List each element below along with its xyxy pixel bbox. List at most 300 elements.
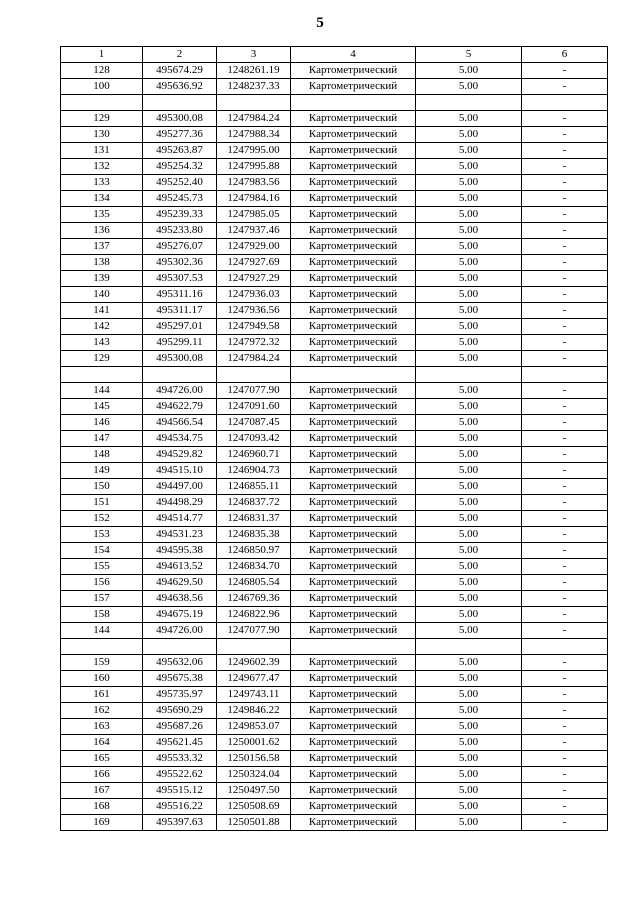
note-cell: -: [522, 415, 608, 431]
note-cell: -: [522, 159, 608, 175]
method-cell: Картометрический: [291, 207, 416, 223]
note-cell: -: [522, 127, 608, 143]
point-number-cell: 148: [61, 447, 143, 463]
note-cell: -: [522, 591, 608, 607]
point-number-cell: 155: [61, 559, 143, 575]
table-row: [61, 191, 608, 207]
method-cell: Картометрический: [291, 287, 416, 303]
method-cell: Картометрический: [291, 175, 416, 191]
method-cell: Картометрический: [291, 623, 416, 639]
table-row: [61, 655, 608, 671]
method-cell: Картометрический: [291, 671, 416, 687]
table-row: [61, 607, 608, 623]
accuracy-cell: 5.00: [416, 447, 522, 463]
y-coordinate-cell: 1247984.16: [217, 191, 291, 207]
accuracy-cell: 5.00: [416, 399, 522, 415]
accuracy-cell: 5.00: [416, 319, 522, 335]
method-cell: Картометрический: [291, 319, 416, 335]
accuracy-cell: 5.00: [416, 703, 522, 719]
point-number-cell: 139: [61, 271, 143, 287]
point-number-cell: 161: [61, 687, 143, 703]
y-coordinate-cell: 1249602.39: [217, 655, 291, 671]
y-coordinate-cell: [217, 367, 291, 383]
x-coordinate-cell: 494613.52: [143, 559, 217, 575]
accuracy-cell: 5.00: [416, 191, 522, 207]
accuracy-cell: 5.00: [416, 351, 522, 367]
x-coordinate-cell: 495239.33: [143, 207, 217, 223]
x-coordinate-cell: 494638.56: [143, 591, 217, 607]
y-coordinate-cell: 1247995.00: [217, 143, 291, 159]
table-row: [61, 623, 608, 639]
table-row: [61, 559, 608, 575]
method-cell: Картометрический: [291, 543, 416, 559]
table-row: [61, 415, 608, 431]
point-number-cell: 152: [61, 511, 143, 527]
note-cell: -: [522, 783, 608, 799]
separator-row: [61, 95, 608, 111]
accuracy-cell: 5.00: [416, 607, 522, 623]
accuracy-cell: 5.00: [416, 719, 522, 735]
point-number-cell: 146: [61, 415, 143, 431]
method-cell: [291, 367, 416, 383]
accuracy-cell: 5.00: [416, 495, 522, 511]
note-cell: -: [522, 735, 608, 751]
accuracy-cell: 5.00: [416, 303, 522, 319]
table-row: [61, 543, 608, 559]
x-coordinate-cell: 494726.00: [143, 383, 217, 399]
accuracy-cell: 5.00: [416, 335, 522, 351]
point-number-cell: 167: [61, 783, 143, 799]
y-coordinate-cell: 1248237.33: [217, 79, 291, 95]
y-coordinate-cell: 1249846.22: [217, 703, 291, 719]
accuracy-cell: 5.00: [416, 815, 522, 831]
table-row: [61, 271, 608, 287]
y-coordinate-cell: 1247077.90: [217, 383, 291, 399]
y-coordinate-cell: [217, 95, 291, 111]
accuracy-cell: 5.00: [416, 463, 522, 479]
y-coordinate-cell: 1246837.72: [217, 495, 291, 511]
y-coordinate-cell: 1246850.97: [217, 543, 291, 559]
point-number-cell: 140: [61, 287, 143, 303]
method-cell: Картометрический: [291, 383, 416, 399]
table-row: [61, 223, 608, 239]
note-cell: -: [522, 559, 608, 575]
table-row: [61, 799, 608, 815]
point-number-cell: 129: [61, 351, 143, 367]
table-row: [61, 207, 608, 223]
method-cell: Картометрический: [291, 815, 416, 831]
point-number-cell: [61, 367, 143, 383]
point-number-cell: 165: [61, 751, 143, 767]
note-cell: -: [522, 751, 608, 767]
point-number-cell: 132: [61, 159, 143, 175]
y-coordinate-cell: 1246805.54: [217, 575, 291, 591]
note-cell: -: [522, 575, 608, 591]
method-cell: Картометрический: [291, 63, 416, 79]
accuracy-cell: 5.00: [416, 799, 522, 815]
note-cell: -: [522, 527, 608, 543]
point-number-cell: 164: [61, 735, 143, 751]
point-number-cell: 168: [61, 799, 143, 815]
point-number-cell: 158: [61, 607, 143, 623]
y-coordinate-cell: 1247949.58: [217, 319, 291, 335]
x-coordinate-cell: 494531.23: [143, 527, 217, 543]
point-number-cell: 136: [61, 223, 143, 239]
method-cell: Картометрический: [291, 751, 416, 767]
table-row: [61, 143, 608, 159]
separator-row: [61, 639, 608, 655]
accuracy-cell: 5.00: [416, 543, 522, 559]
table-row: [61, 447, 608, 463]
x-coordinate-cell: 494534.75: [143, 431, 217, 447]
y-coordinate-cell: 1247984.24: [217, 351, 291, 367]
x-coordinate-cell: 495307.53: [143, 271, 217, 287]
page-number: 5: [316, 15, 324, 31]
note-cell: -: [522, 431, 608, 447]
accuracy-cell: 5.00: [416, 111, 522, 127]
method-cell: Картометрический: [291, 719, 416, 735]
method-cell: Картометрический: [291, 111, 416, 127]
note-cell: -: [522, 543, 608, 559]
x-coordinate-cell: 495516.22: [143, 799, 217, 815]
point-number-cell: 138: [61, 255, 143, 271]
method-cell: Картометрический: [291, 559, 416, 575]
point-number-cell: [61, 95, 143, 111]
x-coordinate-cell: 494498.29: [143, 495, 217, 511]
x-coordinate-cell: 495300.08: [143, 351, 217, 367]
method-cell: Картометрический: [291, 191, 416, 207]
y-coordinate-cell: 1250324.04: [217, 767, 291, 783]
point-number-cell: 150: [61, 479, 143, 495]
x-coordinate-cell: 494515.10: [143, 463, 217, 479]
y-coordinate-cell: 1246831.37: [217, 511, 291, 527]
y-coordinate-cell: 1246769.36: [217, 591, 291, 607]
x-coordinate-cell: [143, 95, 217, 111]
accuracy-cell: 5.00: [416, 751, 522, 767]
method-cell: Картометрический: [291, 351, 416, 367]
x-coordinate-cell: 494595.38: [143, 543, 217, 559]
method-cell: Картометрический: [291, 703, 416, 719]
method-cell: Картометрический: [291, 527, 416, 543]
x-coordinate-cell: 495636.92: [143, 79, 217, 95]
y-coordinate-cell: 1247936.03: [217, 287, 291, 303]
note-cell: -: [522, 191, 608, 207]
y-coordinate-cell: 1247937.46: [217, 223, 291, 239]
accuracy-cell: [416, 639, 522, 655]
x-coordinate-cell: 495522.62: [143, 767, 217, 783]
method-cell: Картометрический: [291, 255, 416, 271]
table-row: [61, 399, 608, 415]
note-cell: -: [522, 271, 608, 287]
x-coordinate-cell: 495515.12: [143, 783, 217, 799]
x-coordinate-cell: 495302.36: [143, 255, 217, 271]
table-row: [61, 431, 608, 447]
table-row: [61, 575, 608, 591]
y-coordinate-cell: 1250497.50: [217, 783, 291, 799]
x-coordinate-cell: 495533.32: [143, 751, 217, 767]
method-cell: Картометрический: [291, 767, 416, 783]
table-row: [61, 175, 608, 191]
x-coordinate-cell: 495254.32: [143, 159, 217, 175]
accuracy-cell: 5.00: [416, 415, 522, 431]
accuracy-cell: 5.00: [416, 575, 522, 591]
point-number-cell: 153: [61, 527, 143, 543]
accuracy-cell: 5.00: [416, 255, 522, 271]
table-row: [61, 703, 608, 719]
y-coordinate-cell: 1248261.19: [217, 63, 291, 79]
accuracy-cell: 5.00: [416, 383, 522, 399]
column-header: 3: [217, 47, 291, 63]
point-number-cell: 128: [61, 63, 143, 79]
y-coordinate-cell: 1247936.56: [217, 303, 291, 319]
point-number-cell: 133: [61, 175, 143, 191]
y-coordinate-cell: 1247984.24: [217, 111, 291, 127]
note-cell: -: [522, 319, 608, 335]
table-row: [61, 159, 608, 175]
accuracy-cell: 5.00: [416, 79, 522, 95]
accuracy-cell: 5.00: [416, 671, 522, 687]
x-coordinate-cell: 495397.63: [143, 815, 217, 831]
table-row: [61, 671, 608, 687]
table-row: [61, 719, 608, 735]
method-cell: Картометрический: [291, 575, 416, 591]
y-coordinate-cell: 1250508.69: [217, 799, 291, 815]
accuracy-cell: 5.00: [416, 623, 522, 639]
method-cell: Картометрический: [291, 127, 416, 143]
point-number-cell: 143: [61, 335, 143, 351]
note-cell: [522, 95, 608, 111]
note-cell: -: [522, 719, 608, 735]
table-row: [61, 751, 608, 767]
table-row: [61, 255, 608, 271]
note-cell: -: [522, 671, 608, 687]
x-coordinate-cell: 495735.97: [143, 687, 217, 703]
point-number-cell: 100: [61, 79, 143, 95]
x-coordinate-cell: 495311.17: [143, 303, 217, 319]
x-coordinate-cell: 495675.38: [143, 671, 217, 687]
x-coordinate-cell: 495690.29: [143, 703, 217, 719]
accuracy-cell: 5.00: [416, 735, 522, 751]
note-cell: -: [522, 175, 608, 191]
note-cell: -: [522, 335, 608, 351]
x-coordinate-cell: 494726.00: [143, 623, 217, 639]
accuracy-cell: 5.00: [416, 271, 522, 287]
x-coordinate-cell: 495311.16: [143, 287, 217, 303]
method-cell: Картометрический: [291, 607, 416, 623]
y-coordinate-cell: 1249677.47: [217, 671, 291, 687]
method-cell: Картометрический: [291, 463, 416, 479]
point-number-cell: 151: [61, 495, 143, 511]
x-coordinate-cell: 495263.87: [143, 143, 217, 159]
note-cell: -: [522, 79, 608, 95]
method-cell: Картометрический: [291, 495, 416, 511]
accuracy-cell: 5.00: [416, 655, 522, 671]
point-number-cell: 156: [61, 575, 143, 591]
y-coordinate-cell: 1247988.34: [217, 127, 291, 143]
note-cell: -: [522, 687, 608, 703]
method-cell: Картометрический: [291, 143, 416, 159]
point-number-cell: 129: [61, 111, 143, 127]
note-cell: -: [522, 447, 608, 463]
column-header: 5: [416, 47, 522, 63]
accuracy-cell: 5.00: [416, 159, 522, 175]
point-number-cell: 141: [61, 303, 143, 319]
note-cell: -: [522, 479, 608, 495]
note-cell: -: [522, 207, 608, 223]
note-cell: -: [522, 287, 608, 303]
note-cell: -: [522, 351, 608, 367]
note-cell: -: [522, 63, 608, 79]
note-cell: -: [522, 815, 608, 831]
column-header: 1: [61, 47, 143, 63]
table-row: [61, 351, 608, 367]
point-number-cell: 162: [61, 703, 143, 719]
method-cell: Картометрический: [291, 591, 416, 607]
accuracy-cell: 5.00: [416, 591, 522, 607]
note-cell: -: [522, 495, 608, 511]
table-row: [61, 63, 608, 79]
y-coordinate-cell: 1247972.32: [217, 335, 291, 351]
point-number-cell: [61, 639, 143, 655]
method-cell: Картометрический: [291, 271, 416, 287]
accuracy-cell: [416, 95, 522, 111]
accuracy-cell: 5.00: [416, 431, 522, 447]
y-coordinate-cell: [217, 639, 291, 655]
x-coordinate-cell: 494566.54: [143, 415, 217, 431]
y-coordinate-cell: 1247093.42: [217, 431, 291, 447]
column-header: 4: [291, 47, 416, 63]
method-cell: Картометрический: [291, 415, 416, 431]
accuracy-cell: 5.00: [416, 63, 522, 79]
point-number-cell: 144: [61, 623, 143, 639]
table-row: [61, 463, 608, 479]
table-row: [61, 767, 608, 783]
x-coordinate-cell: 495233.80: [143, 223, 217, 239]
note-cell: -: [522, 111, 608, 127]
accuracy-cell: 5.00: [416, 511, 522, 527]
y-coordinate-cell: 1246960.71: [217, 447, 291, 463]
note-cell: -: [522, 143, 608, 159]
note-cell: [522, 639, 608, 655]
note-cell: -: [522, 223, 608, 239]
table-row: [61, 511, 608, 527]
note-cell: -: [522, 303, 608, 319]
method-cell: Картометрический: [291, 223, 416, 239]
accuracy-cell: [416, 367, 522, 383]
table-row: [61, 383, 608, 399]
x-coordinate-cell: 495632.06: [143, 655, 217, 671]
note-cell: -: [522, 799, 608, 815]
table-row: [61, 303, 608, 319]
accuracy-cell: 5.00: [416, 479, 522, 495]
y-coordinate-cell: 1250501.88: [217, 815, 291, 831]
x-coordinate-cell: 495300.08: [143, 111, 217, 127]
table-row: [61, 111, 608, 127]
accuracy-cell: 5.00: [416, 767, 522, 783]
y-coordinate-cell: 1247927.69: [217, 255, 291, 271]
method-cell: Картометрический: [291, 159, 416, 175]
method-cell: Картометрический: [291, 399, 416, 415]
x-coordinate-cell: 495252.40: [143, 175, 217, 191]
method-cell: Картометрический: [291, 799, 416, 815]
method-cell: Картометрический: [291, 431, 416, 447]
table-row: [61, 783, 608, 799]
accuracy-cell: 5.00: [416, 287, 522, 303]
point-number-cell: 149: [61, 463, 143, 479]
table-row: [61, 79, 608, 95]
table-row: [61, 591, 608, 607]
x-coordinate-cell: 495674.29: [143, 63, 217, 79]
coordinates-table: [60, 46, 608, 831]
point-number-cell: 145: [61, 399, 143, 415]
note-cell: -: [522, 383, 608, 399]
method-cell: [291, 639, 416, 655]
method-cell: [291, 95, 416, 111]
table-row: [61, 815, 608, 831]
table-row: [61, 495, 608, 511]
method-cell: Картометрический: [291, 303, 416, 319]
point-number-cell: 144: [61, 383, 143, 399]
table-row: [61, 687, 608, 703]
note-cell: -: [522, 623, 608, 639]
note-cell: -: [522, 399, 608, 415]
y-coordinate-cell: 1247087.45: [217, 415, 291, 431]
table-row: [61, 735, 608, 751]
point-number-cell: 163: [61, 719, 143, 735]
note-cell: -: [522, 463, 608, 479]
note-cell: -: [522, 239, 608, 255]
y-coordinate-cell: 1249743.11: [217, 687, 291, 703]
method-cell: Картометрический: [291, 511, 416, 527]
y-coordinate-cell: 1247927.29: [217, 271, 291, 287]
y-coordinate-cell: 1247985.05: [217, 207, 291, 223]
table-row: [61, 319, 608, 335]
accuracy-cell: 5.00: [416, 207, 522, 223]
y-coordinate-cell: 1246822.96: [217, 607, 291, 623]
x-coordinate-cell: 494622.79: [143, 399, 217, 415]
y-coordinate-cell: 1246835.38: [217, 527, 291, 543]
x-coordinate-cell: 495297.01: [143, 319, 217, 335]
point-number-cell: 169: [61, 815, 143, 831]
note-cell: -: [522, 511, 608, 527]
x-coordinate-cell: 494629.50: [143, 575, 217, 591]
table-row: [61, 287, 608, 303]
y-coordinate-cell: 1247091.60: [217, 399, 291, 415]
x-coordinate-cell: 495687.26: [143, 719, 217, 735]
table-body: [61, 63, 608, 831]
method-cell: Картометрический: [291, 239, 416, 255]
y-coordinate-cell: 1246855.11: [217, 479, 291, 495]
table-row: [61, 479, 608, 495]
point-number-cell: 131: [61, 143, 143, 159]
table-row: [61, 127, 608, 143]
column-header: 6: [522, 47, 608, 63]
x-coordinate-cell: [143, 639, 217, 655]
x-coordinate-cell: 494675.19: [143, 607, 217, 623]
method-cell: Картометрический: [291, 479, 416, 495]
y-coordinate-cell: 1247929.00: [217, 239, 291, 255]
x-coordinate-cell: 494529.82: [143, 447, 217, 463]
note-cell: -: [522, 607, 608, 623]
point-number-cell: 157: [61, 591, 143, 607]
method-cell: Картометрический: [291, 687, 416, 703]
x-coordinate-cell: [143, 367, 217, 383]
x-coordinate-cell: 495277.36: [143, 127, 217, 143]
y-coordinate-cell: 1246834.70: [217, 559, 291, 575]
point-number-cell: 159: [61, 655, 143, 671]
accuracy-cell: 5.00: [416, 687, 522, 703]
y-coordinate-cell: 1247995.88: [217, 159, 291, 175]
